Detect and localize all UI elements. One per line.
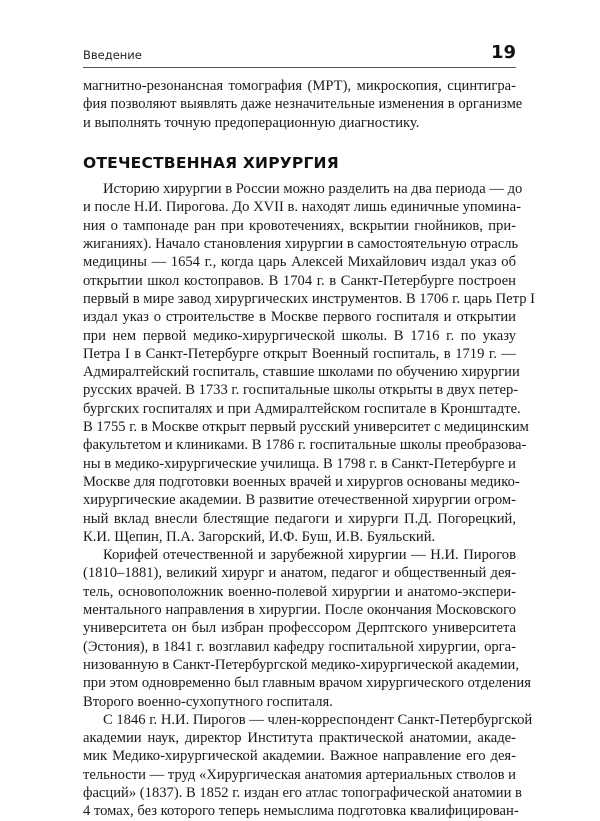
text-line: ны в медико-хирургические училища. В 1798 г. в Санкт-Петербурге и	[83, 455, 516, 472]
text-line: тель, основоположник военно-полевой хирургии и анатомо-экспери-	[83, 583, 516, 600]
text-line: Москве для подготовки военных врачей и хирургов основаны медико-	[83, 473, 520, 490]
text-line: академии наук, директор Института практической анатомии, акаде-	[83, 730, 516, 747]
text-line: при нем первой медико-хирургической школы. В 1716 г. по указу	[83, 327, 516, 344]
section-heading: ОТЕЧЕСТВЕННАЯ ХИРУРГИЯ	[83, 153, 339, 172]
text-line: бургских госпиталях и при Адмиралтейском госпитале в Кронштадте.	[83, 400, 521, 417]
text-line: открытии школ костоправов. В 1704 г. в Санкт-Петербурге построен	[83, 272, 516, 289]
text-line: первый в мире завод хирургических инструментов. В 1706 г. царь Петр I	[83, 290, 536, 307]
text-line: мик Медико-хирургической академии. Важное направление его дея-	[83, 748, 516, 765]
text-line: ный вклад внесли блестящие педагоги и хирурги П.Д. Погорецкий,	[83, 510, 516, 527]
text-line: ния о тампонаде ран при кровотечениях, вскрытии гнойников, при-	[83, 217, 516, 234]
text-line: и после Н.И. Пирогова. До XVII в. находят лишь единичные упомина-	[83, 199, 521, 216]
page-number: 19	[490, 42, 516, 63]
text-line: (1810–1881), великий хирург и анатом, педагог и общественный дея-	[83, 565, 516, 582]
text-line: (Эстония), в 1841 г. возглавил кафедру госпитальной хирургии, орга-	[83, 638, 516, 655]
text-line: Адмиралтейский госпиталь, ставшие школами по обучению хирургии	[83, 364, 520, 381]
page-body	[83, 77, 536, 821]
text-line: при этом одновременно был главным врачом хирургического отделения	[83, 675, 531, 692]
text-line: издал указ о строительстве в Москве первого госпиталя и открытии	[83, 309, 516, 326]
text-line: тельности — труд «Хирургическая анатомия артериальных стволов и	[83, 766, 516, 783]
text-line: и выполнять точную предоперационную диагностику.	[83, 114, 420, 131]
text-line: В 1755 г. в Москве открыт первый русский университет с медицинским	[83, 419, 529, 436]
text-line: фия позволяют выявлять даже незначительные изменения в организме	[83, 96, 523, 113]
text-line: фасций» (1837). В 1852 г. издан его атлас топографической анатомии в	[83, 784, 522, 801]
text-line: Второго военно-сухопутного госпиталя.	[83, 693, 333, 710]
running-header	[83, 42, 516, 66]
paragraph-pirogov	[83, 546, 531, 711]
text-line: низованную в Санкт-Петербургской медико-хирургической академии,	[83, 656, 519, 673]
intro-paragraph	[83, 77, 523, 132]
text-line: С 1846 г. Н.И. Пирогов — член-корреспондент Санкт-Петербургской	[103, 711, 533, 728]
section-title: Введение	[83, 48, 142, 62]
paragraph-1846	[83, 711, 533, 821]
paragraph-history	[83, 180, 536, 546]
text-line: медицины — 1654 г., когда царь Алексей Михайлович издал указ об	[83, 254, 516, 271]
text-line: жиганиях). Начало становления хирургии в самостоятельную отрасль	[83, 236, 519, 253]
text-line: К.И. Щепин, П.А. Загорский, И.Ф. Буш, И.В. Буяльский.	[83, 528, 436, 545]
text-line: 4 томах, без которого теперь немыслима подготовка квалифицирован-	[83, 803, 519, 820]
text-line: факультетом и клиниками. В 1786 г. госпитальные школы преобразова-	[83, 437, 527, 454]
text-line: университета он был избран профессором Дерптского университета	[83, 620, 516, 637]
text-line: Корифей отечественной и зарубежной хирургии — Н.И. Пирогов	[103, 547, 516, 564]
text-line: магнитно-резонансная томография (МРТ), микроскопия, сцинтигра-	[83, 78, 516, 94]
header-rule	[83, 67, 516, 68]
text-line: Историю хирургии в России можно разделить на два периода — до	[103, 181, 523, 198]
text-line: Петра I в Санкт-Петербурге открыт Военный госпиталь, в 1719 г. —	[83, 345, 516, 362]
text-line: хирургические академии. В развитие отечественной хирургии огром-	[83, 492, 516, 509]
text-line: ментального направления в хирургии. После окончания Московского	[83, 602, 516, 619]
text-line: русских врачей. В 1733 г. госпитальные школы открыты в двух петер-	[83, 382, 519, 399]
